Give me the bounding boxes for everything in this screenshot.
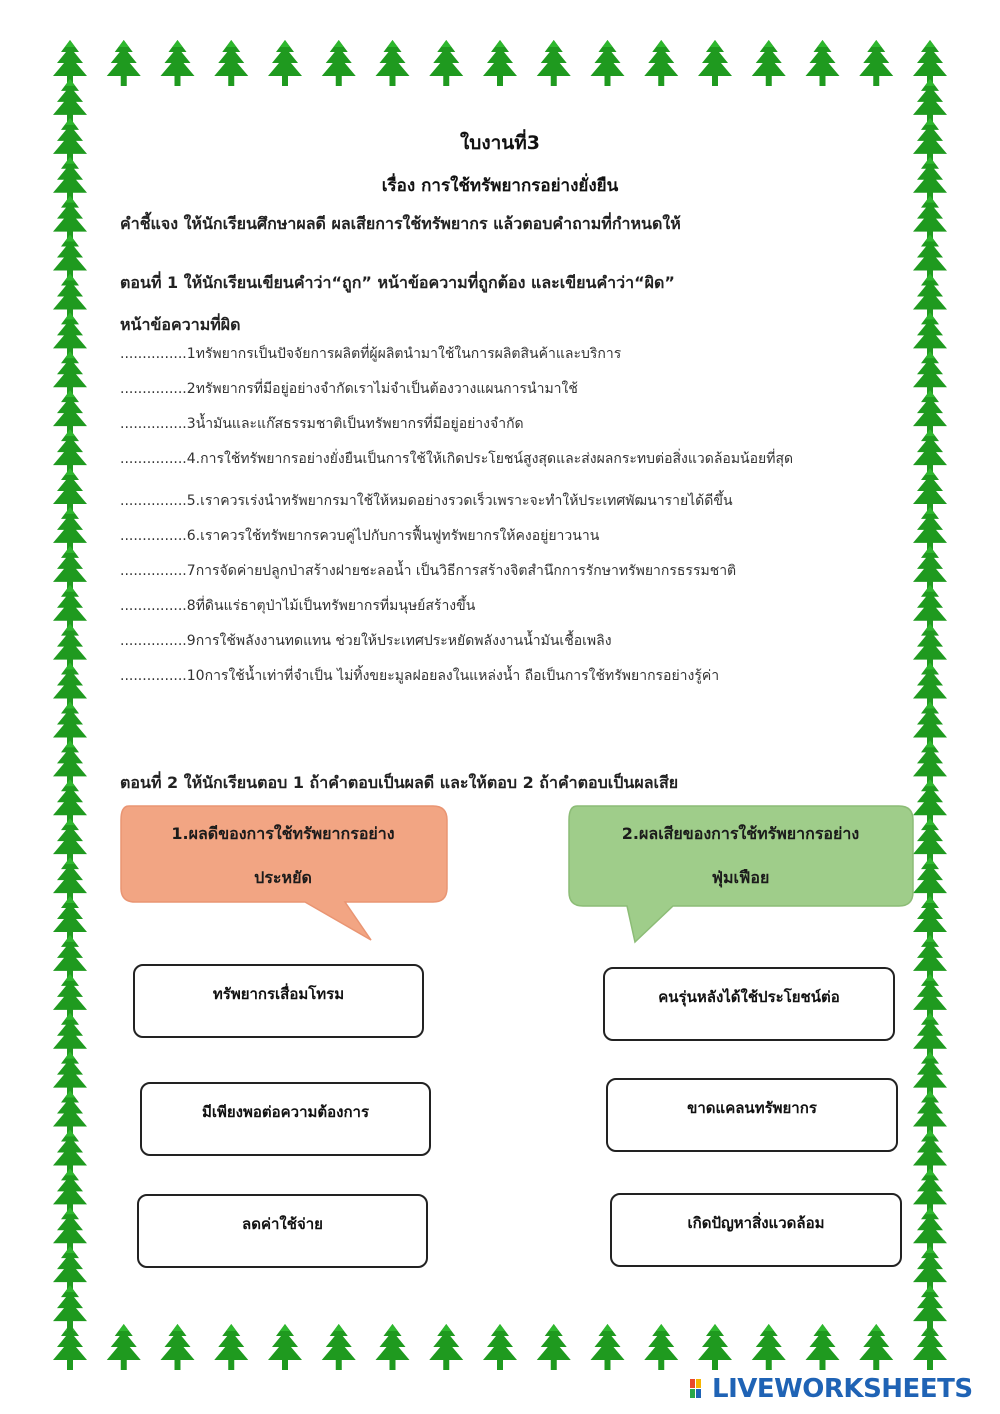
item-number: 10 <box>186 668 205 684</box>
pine-tree-icon <box>268 40 302 86</box>
pine-tree-icon <box>752 1324 786 1370</box>
answer-box[interactable]: ขาดแคลนทรัพยากร <box>606 1078 898 1152</box>
bubble-bad-text <box>569 812 912 900</box>
part1-items <box>120 344 890 701</box>
list-item <box>120 526 890 546</box>
pine-tree-icon <box>752 40 786 86</box>
pine-tree-icon <box>859 40 893 86</box>
pine-tree-icon <box>537 40 571 86</box>
bubble-good-line1: 1.ผลดีของการใช้ทรัพยากรอย่าง <box>171 824 395 843</box>
answer-blank[interactable]: ............... <box>120 563 187 579</box>
part1-heading-line2: หน้าข้อความที่ผิด <box>120 315 241 334</box>
item-text: ทรัพยากรที่มีอยู่อย่างจำกัดเราไม่จำเป็นต้องวางแผนการนำมาใช้ <box>195 381 578 397</box>
pine-tree-icon <box>591 1324 625 1370</box>
item-text: ทรัพยากรเป็นปัจจัยการผลิตที่ผู้ผลิตนำมาใช้ในการผลิตสินค้าและบริการ <box>195 346 622 362</box>
pine-tree-icon <box>107 1324 141 1370</box>
answer-blank[interactable]: ............... <box>120 633 187 649</box>
item-text: การจัดค่ายปลูกป่าสร้างฝายชะลอน้ำ เป็นวิธีการสร้างจิตสำนึกการรักษาทรัพยากรธรรมชาติ <box>195 563 737 579</box>
pine-tree-icon <box>698 1324 732 1370</box>
pine-tree-icon <box>537 1324 571 1370</box>
item-number: 9 <box>186 633 196 649</box>
instruction: คำชี้แจง ให้นักเรียนศึกษาผลดี ผลเสียการใช้ทรัพยากร แล้วตอบคำถามที่กำหนดให้ <box>120 214 681 233</box>
pine-tree-icon <box>161 1324 195 1370</box>
pine-tree-icon <box>107 40 141 86</box>
part1-heading-line1: ตอนที่ 1 ให้นักเรียนเขียนคำว่า“ถูก” หน้าข้อความที่ถูกต้อง และเขียนคำว่า“ผิด” <box>120 273 675 292</box>
worksheet-subject: เรื่อง การใช้ทรัพยากรอย่างยั่งยืน <box>381 176 619 196</box>
answer-blank[interactable]: ............... <box>120 416 187 432</box>
pine-tree-icon <box>483 1324 517 1370</box>
list-item <box>120 344 890 364</box>
bubble-good-text <box>120 812 446 900</box>
pine-tree-icon <box>268 1324 302 1370</box>
list-item <box>120 596 890 616</box>
pine-tree-icon <box>429 1324 463 1370</box>
item-text: เราควรใช้ทรัพยากรควบคู่ไปกับการฟื้นฟูทรัพยากรให้คงอยู่ยาวนาน <box>200 528 600 544</box>
item-number: 4. <box>186 451 201 467</box>
answer-blank[interactable]: ............... <box>120 598 187 614</box>
answer-box[interactable]: ทรัพยากรเสื่อมโทรม <box>133 964 424 1038</box>
part1-heading <box>120 262 900 346</box>
pine-tree-icon <box>53 1285 87 1331</box>
bubble-good-line2: ประหยัด <box>254 868 312 887</box>
worksheet-title: ใบงานที่3 <box>459 132 541 154</box>
item-number: 8 <box>186 598 196 614</box>
answer-blank[interactable]: ............... <box>120 381 187 397</box>
liveworksheets-logo <box>690 1374 973 1404</box>
pine-tree-icon <box>591 40 625 86</box>
answer-box[interactable]: ลดค่าใช้จ่าย <box>137 1194 428 1268</box>
item-text: ที่ดินแร่ธาตุป่าไม้เป็นทรัพยากรที่มนุษย์สร้างขึ้น <box>195 598 476 614</box>
pine-tree-icon <box>429 40 463 86</box>
list-item <box>120 379 890 399</box>
list-item <box>120 631 890 651</box>
pine-tree-icon <box>644 1324 678 1370</box>
list-item <box>120 666 890 686</box>
pine-tree-icon <box>806 40 840 86</box>
pine-tree-icon <box>806 1324 840 1370</box>
list-item <box>120 561 890 581</box>
answer-blank[interactable]: ............... <box>120 493 187 509</box>
item-number: 6. <box>186 528 201 544</box>
answer-blank[interactable]: ............... <box>120 528 187 544</box>
bubble-bad-line2: ฟุ่มเฟือย <box>711 868 770 887</box>
pine-tree-icon <box>214 1324 248 1370</box>
answer-box[interactable]: คนรุ่นหลังได้ใช้ประโยชน์ต่อ <box>603 967 895 1041</box>
part2-heading: ตอนที่ 2 ให้นักเรียนตอบ 1 ถ้าคำตอบเป็นผลดี และให้ตอบ 2 ถ้าคำตอบเป็นผลเสีย <box>120 773 679 792</box>
item-text: การใช้พลังงานทดแทน ช่วยให้ประเทศประหยัดพลังงานน้ำมันเชื้อเพลิง <box>195 633 612 649</box>
pine-tree-icon <box>698 40 732 86</box>
list-item <box>120 491 890 511</box>
logo-text: LIVEWORKSHEETS <box>712 1374 973 1404</box>
logo-icon <box>690 1377 710 1401</box>
item-text: การใช้น้ำเท่าที่จำเป็น ไม่ทิ้งขยะมูลฝอยลงในแหล่งน้ำ ถือเป็นการใช้ทรัพยากรอย่างรู้ค่า <box>204 668 720 684</box>
answer-blank[interactable]: ............... <box>120 451 187 467</box>
answer-box[interactable]: เกิดปัญหาสิ่งแวดล้อม <box>610 1193 902 1267</box>
pine-tree-icon <box>483 40 517 86</box>
pine-tree-icon <box>376 40 410 86</box>
list-item <box>120 449 890 476</box>
item-text: น้ำมันและแก๊สธรรมชาติเป็นทรัพยากรที่มีอยู่อย่างจำกัด <box>195 416 524 432</box>
pine-tree-icon <box>859 1324 893 1370</box>
pine-tree-icon <box>644 40 678 86</box>
pine-tree-icon <box>322 1324 356 1370</box>
item-text: การใช้ทรัพยากรอย่างยั่งยืนเป็นการใช้ให้เกิดประโยชน์สูงสุดและส่งผลกระทบต่อสิ่งแวดล้อมน้อยที่สุด <box>200 451 794 467</box>
pine-tree-icon <box>322 40 356 86</box>
item-number: 7 <box>186 563 196 579</box>
item-number: 3 <box>186 416 196 432</box>
pine-tree-icon <box>161 40 195 86</box>
item-number: 2 <box>186 381 196 397</box>
item-text: เราควรเร่งนำทรัพยากรมาใช้ให้หมดอย่างรวดเร็วเพราะจะทำให้ประเทศพัฒนารายได้ดีขึ้น <box>200 493 733 509</box>
item-number: 1 <box>186 346 196 362</box>
answer-blank[interactable]: ............... <box>120 346 187 362</box>
answer-blank[interactable]: ............... <box>120 668 187 684</box>
item-number: 5. <box>186 493 201 509</box>
answer-box[interactable]: มีเพียงพอต่อความต้องการ <box>140 1082 431 1156</box>
pine-tree-icon <box>214 40 248 86</box>
bubble-bad-line1: 2.ผลเสียของการใช้ทรัพยากรอย่าง <box>621 824 860 843</box>
pine-tree-icon <box>376 1324 410 1370</box>
pine-tree-icon <box>913 1285 947 1331</box>
list-item <box>120 414 890 434</box>
